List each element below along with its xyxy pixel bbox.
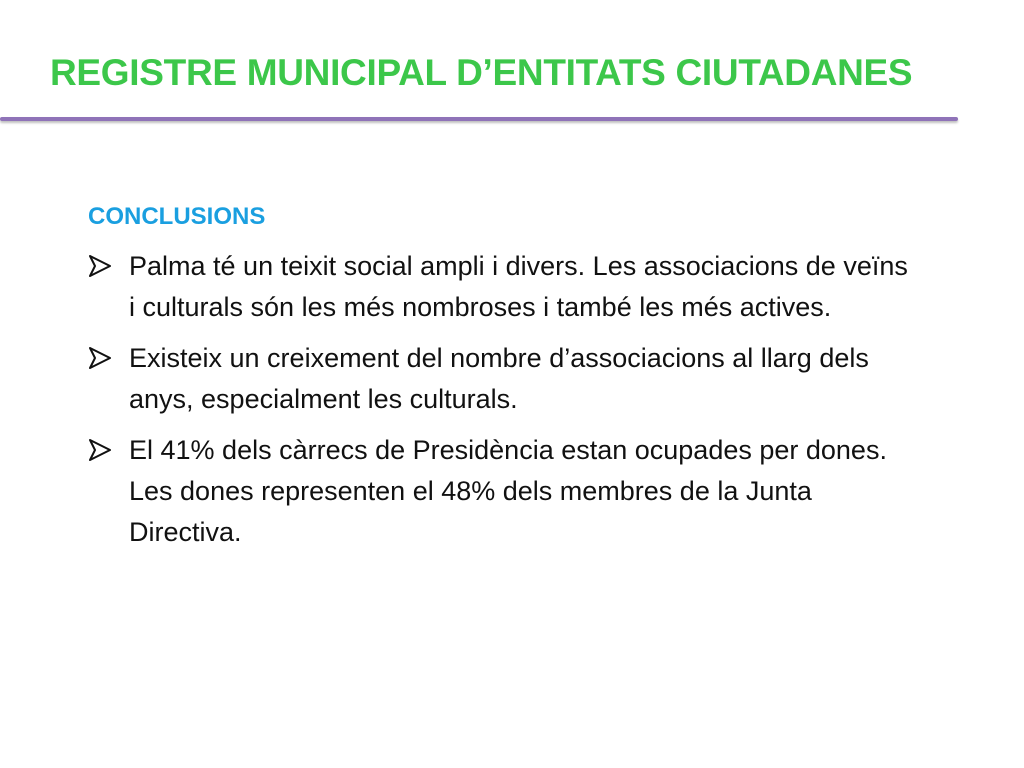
list-item	[88, 430, 908, 553]
section-heading: CONCLUSIONS	[88, 203, 266, 230]
bullet-text: Existeix un creixement del nombre d’associacions al llarg dels anys, especialment les culturals.	[129, 343, 869, 414]
conclusions-list	[88, 246, 908, 553]
arrow-bullet-icon	[88, 347, 112, 369]
bullet-text: El 41% dels càrrecs de Presidència estan ocupades per dones. Les dones representen el 48% dels membres de la Junta Directiva.	[129, 435, 887, 547]
arrow-bullet-icon	[88, 439, 112, 461]
list-item	[88, 246, 908, 328]
slide-title: REGISTRE MUNICIPAL D’ENTITATS CIUTADANES	[50, 52, 913, 93]
slide-content	[88, 200, 908, 563]
arrow-bullet-icon	[88, 255, 112, 277]
list-item	[88, 338, 908, 420]
bullet-text: Palma té un teixit social ampli i divers. Les associacions de veïns i culturals són les més nombroses i també les més actives.	[129, 251, 908, 322]
title-divider	[0, 117, 958, 121]
